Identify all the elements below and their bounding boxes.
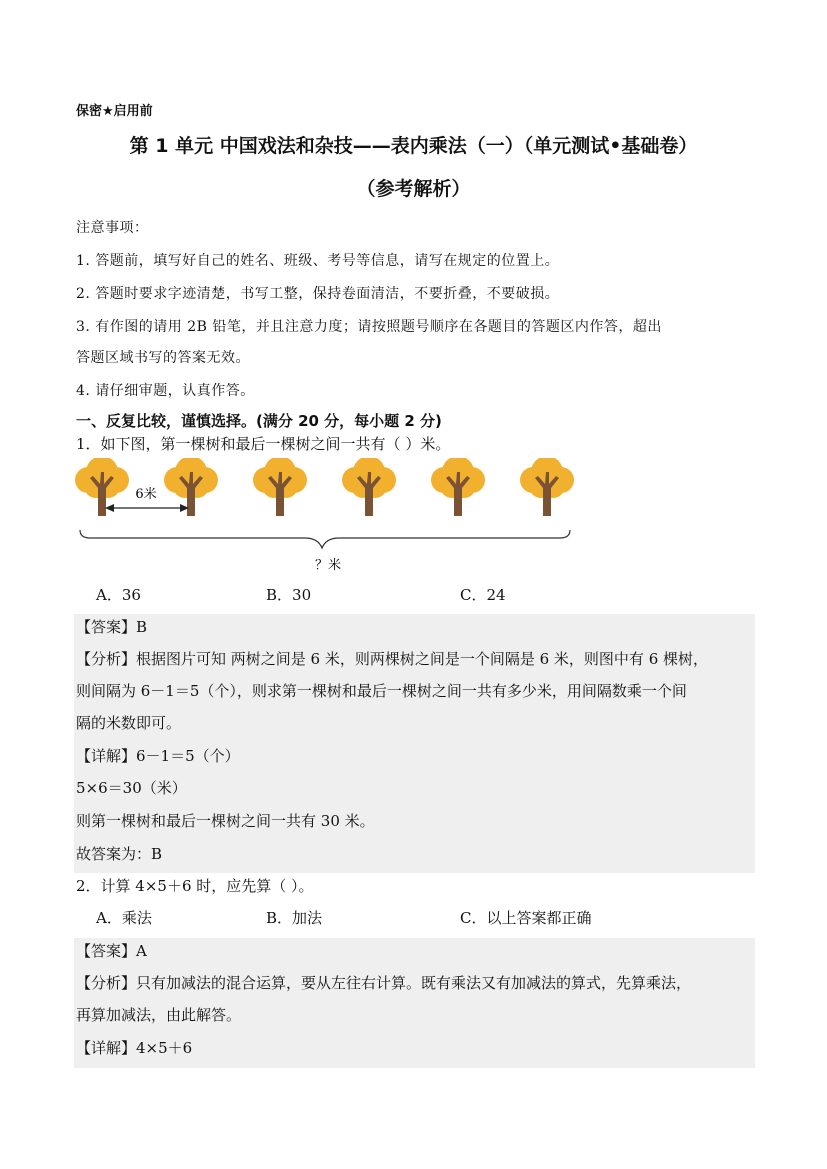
notice-item: 4. 请仔细审题，认真作答。 <box>76 383 255 399</box>
analysis-1-line: 则间隔为 6－1＝5（个），则求第一棵树和最后一棵树之间一共有多少米，用间隔数乘一个间 <box>76 682 687 700</box>
confidential-label: 保密★启用前 <box>76 104 153 119</box>
question-1-stem: 1．如下图，第一棵树和最后一棵树之间一共有（ ）米。 <box>76 435 451 453</box>
option-c: C．以上答案都正确 <box>460 909 592 927</box>
gap-label: 6米 <box>135 487 157 502</box>
option-b: B．加法 <box>266 909 323 927</box>
detail-1-line: 则第一棵树和最后一棵树之间一共有 30 米。 <box>76 812 375 830</box>
notice-heading: 注意事项： <box>76 220 149 236</box>
option-a: A．36 <box>96 586 141 604</box>
notice-item: 2. 答题时要求字迹清楚，书写工整，保持卷面清洁，不要折叠，不要破损。 <box>76 286 560 302</box>
answer-1: 【答案】B <box>76 618 148 636</box>
detail-2-line: 【详解】4×5＋6 <box>76 1039 193 1057</box>
option-b: B．30 <box>266 586 312 604</box>
total-brace <box>80 530 570 548</box>
section-heading: 一、反复比较，谨慎选择。(满分 20 分，每小题 2 分) <box>76 412 442 430</box>
notice-item: 1. 答题前，填写好自己的姓名、班级、考号等信息，请写在规定的位置上。 <box>76 253 560 269</box>
tree-icon <box>164 458 218 516</box>
option-a: A．乘法 <box>96 909 152 927</box>
total-label: ？米 <box>314 558 342 573</box>
analysis-2-line: 【分析】只有加减法的混合运算，要从左往右计算。既有乘法又有加减法的算式，先算乘法， <box>76 974 692 992</box>
tree-icon <box>342 458 396 516</box>
detail-1-line: 故答案为：B <box>76 845 163 863</box>
notice-item: 3. 有作图的请用 2B 铅笔，并且注意力度；请按照题号顺序在各题目的答题区内作答，超出 <box>76 319 662 335</box>
notice-item: 答题区域书写的答案无效。 <box>76 350 250 366</box>
trees-figure <box>70 458 580 576</box>
option-c: C．24 <box>460 586 506 604</box>
answer-2: 【答案】A <box>76 942 147 960</box>
analysis-1-line: 【分析】根据图片可知 两树之间是 6 米，则两棵树之间是一个间隔是 6 米，则图中有 6 棵树， <box>76 650 709 668</box>
tree-icon <box>520 458 574 516</box>
detail-1-line: 5×6＝30（米） <box>76 779 187 797</box>
analysis-2-line: 再算加减法，由此解答。 <box>76 1006 242 1024</box>
gap-arrow <box>105 504 189 512</box>
tree-icon <box>431 458 485 516</box>
page-subtitle: （参考解析） <box>356 178 471 200</box>
analysis-1-line: 隔的米数即可。 <box>76 714 182 732</box>
page-title: 第 1 单元 中国戏法和杂技——表内乘法（一）（单元测试•基础卷） <box>129 135 698 157</box>
question-2-stem: 2．计算 4×5＋6 时，应先算（ ）。 <box>76 877 314 895</box>
tree-icon <box>75 458 129 516</box>
tree-icon <box>253 458 307 516</box>
detail-1-line: 【详解】6－1＝5（个） <box>76 747 240 765</box>
